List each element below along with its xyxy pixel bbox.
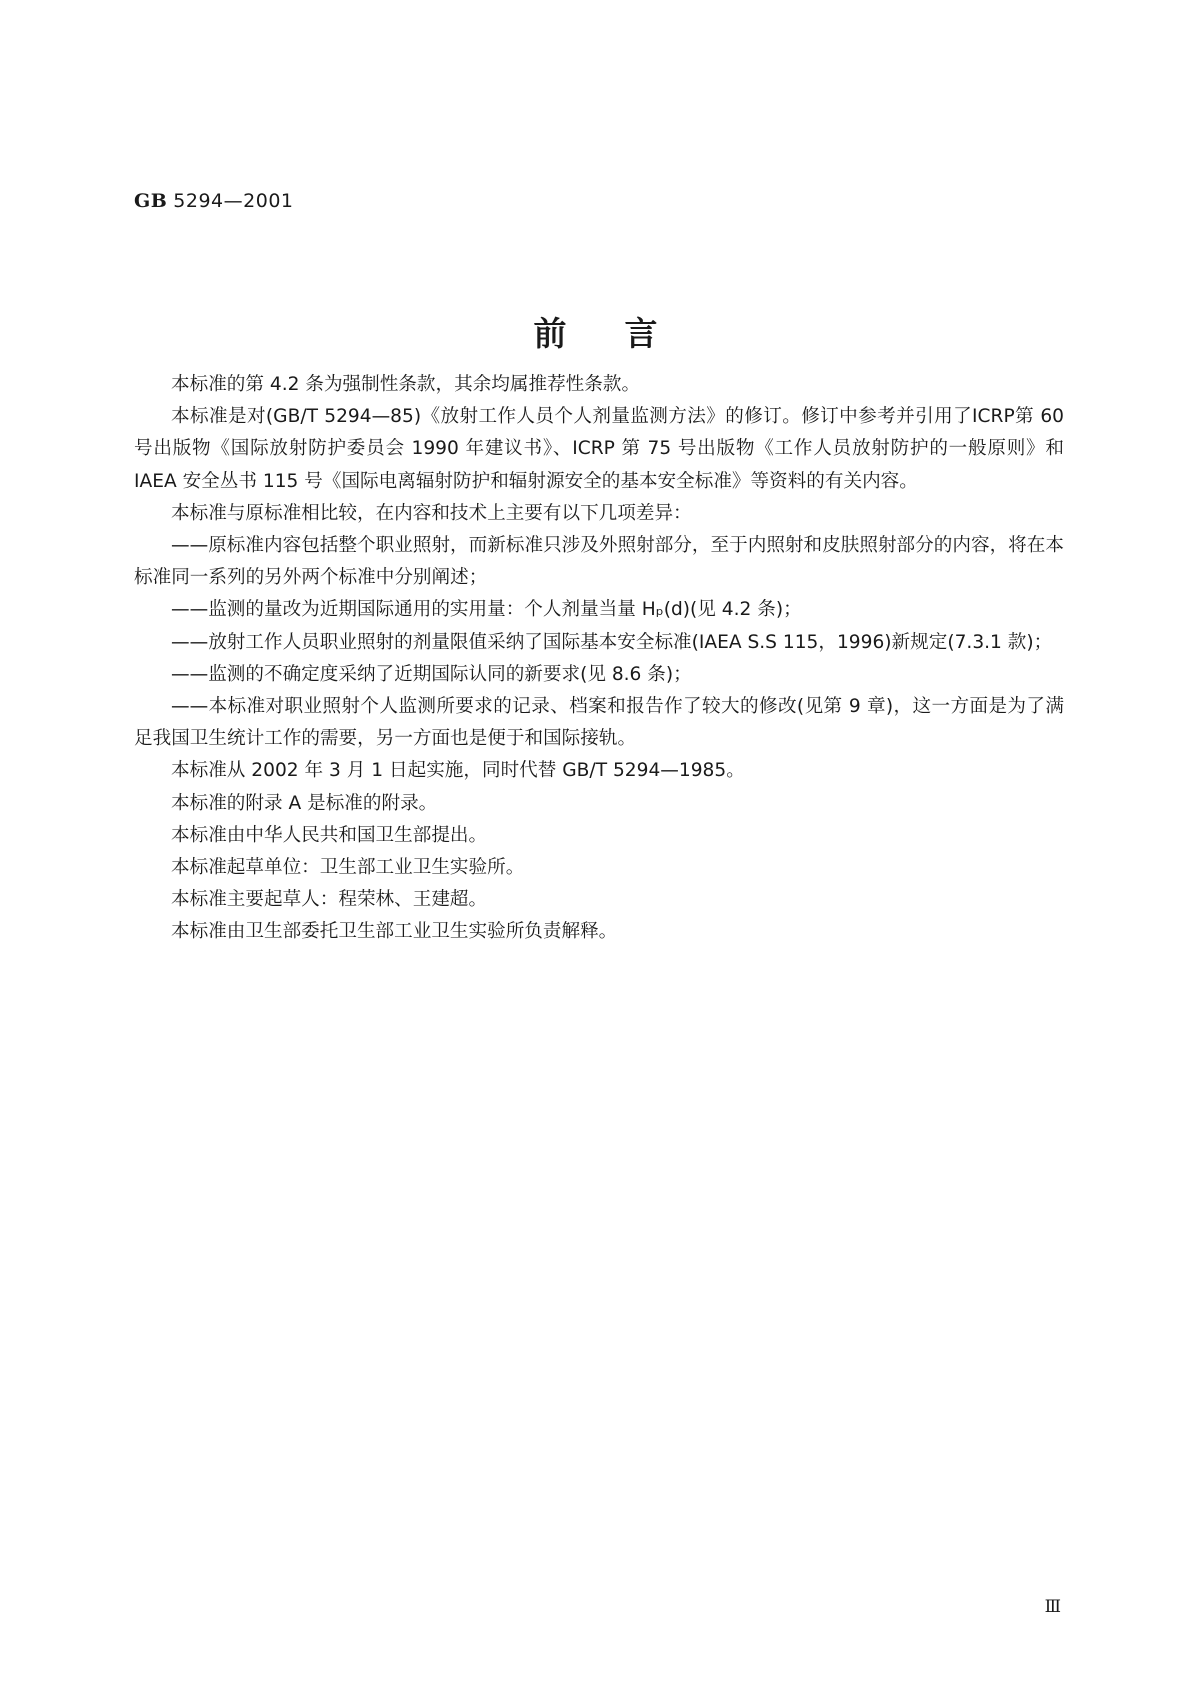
paragraph-drafters: 本标准主要起草人：程荣林、王建超。 (171, 889, 488, 911)
paragraph-effective-date: 本标准从 2002 年 3 月 1 日起实施，同时代替 GB/T 5294—1985。 (171, 760, 745, 782)
standard-code-header (134, 190, 294, 212)
paragraph-difference-scope: ——原标准内容包括整个职业照射，而新标准只涉及外照射部分，至于内照射和皮肤照射部分的内容，将在本标准同一系列的另外两个标准中分别阐述； (134, 535, 1064, 589)
paragraph-interpretation: 本标准由卫生部委托卫生部工业卫生实验所负责解释。 (171, 921, 618, 943)
paragraph-proposer: 本标准由中华人民共和国卫生部提出。 (171, 824, 488, 846)
paragraph-differences-intro: 本标准与原标准相比较，在内容和技术上主要有以下几项差异： (171, 502, 692, 524)
standard-prefix: GB (134, 190, 168, 212)
paragraph-difference-records: ——本标准对职业照射个人监测所要求的记录、档案和报告作了较大的修改(见第 9 章)，这一方面是为了满足我国卫生统计工作的需要，另一方面也是便于和国际接轨。 (134, 696, 1064, 750)
paragraph-appendix: 本标准的附录 A 是标准的附录。 (171, 792, 438, 814)
paragraph-drafting-unit: 本标准起草单位：卫生部工业卫生实验所。 (171, 857, 525, 879)
paragraph-difference-uncertainty: ——监测的不确定度采纳了近期国际认同的新要求(见 8.6 条)； (171, 663, 692, 685)
paragraph-revision-basis: 本标准是对(GB/T 5294—85)《放射工作人员个人剂量监测方法》的修订。修订中参考并引用了ICRP第 60 号出版物《国际放射防护委员会 1990 年建议书》、ICRP 第 75 号出版物《工作人员放射防护的一般原则》和 IAEA 安全丛书 115 号《国际电离辐射防护和辐射源安全的基本安全标准》等资料的有关内容。 (134, 406, 1064, 492)
paragraph-difference-quantity: ——监测的量改为近期国际通用的实用量：个人剂量当量 Hₚ(d)(见 4.2 条)； (171, 599, 802, 621)
standard-number: 5294—2001 (173, 190, 294, 212)
page-number: Ⅲ (1044, 1597, 1061, 1617)
paragraph-mandatory-clause: 本标准的第 4.2 条为强制性条款，其余均属推荐性条款。 (171, 374, 641, 395)
paragraph-difference-dose-limit: ——放射工作人员职业照射的剂量限值采纳了国际基本安全标准(IAEA S.S 115，1996)新规定(7.3.1 款)； (171, 631, 1053, 653)
page-title: 前言 (533, 314, 716, 353)
foreword-body (134, 369, 1064, 949)
